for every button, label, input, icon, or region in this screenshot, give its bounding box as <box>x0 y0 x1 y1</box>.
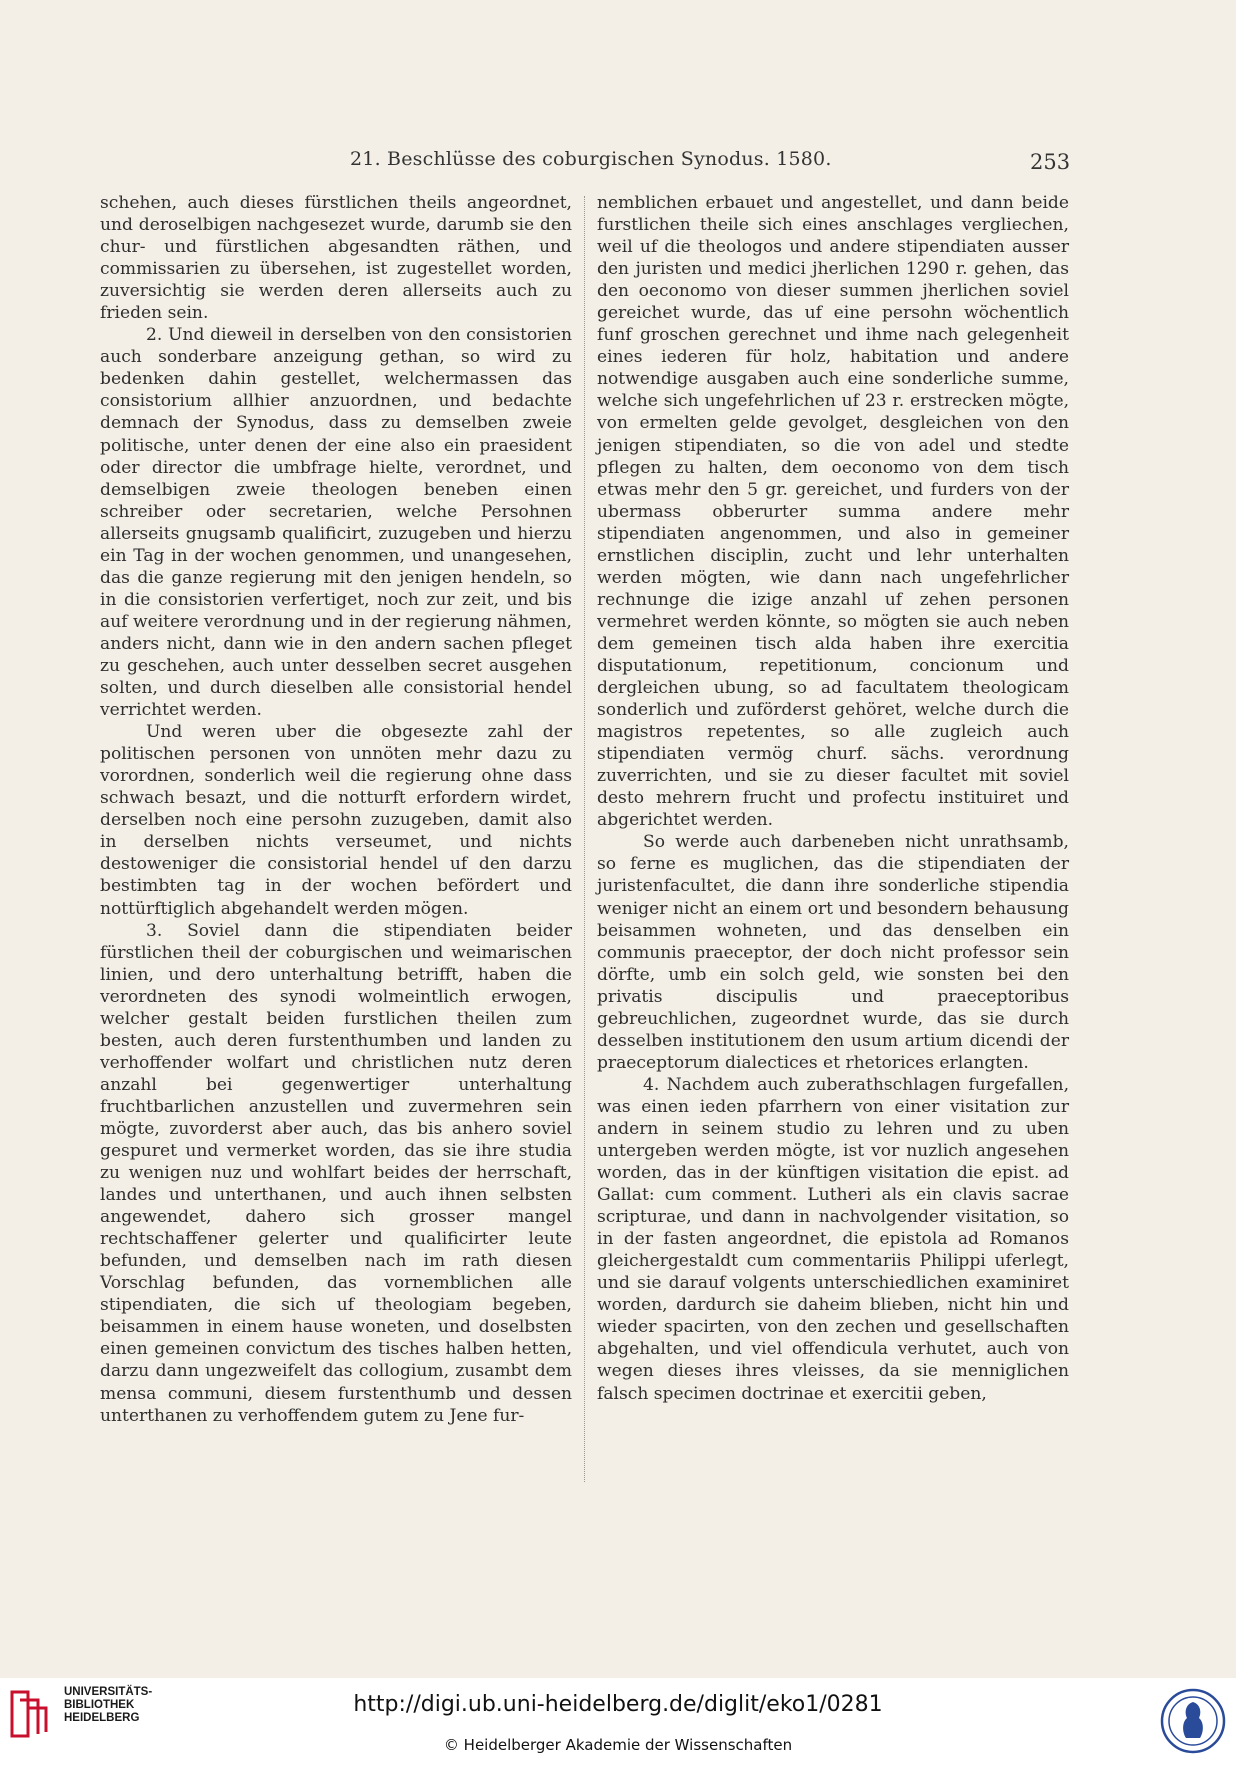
academy-seal-icon <box>1160 1688 1226 1754</box>
library-name: UNIVERSITÄTS- BIBLIOTHEK HEIDELBERG <box>64 1686 153 1724</box>
paragraph: 2. Und dieweil in derselben von den consistorien auch sonderbare anzeigung gethan, so wird zu bedenken dahin gestellet, welchermassen das consistorium allhier anzuordnen, und bedachte demnach der Synodus, dass zu demselben zweie politische, unter denen der eine also ein praesident oder director die umbfrage hielte, verordnet, und demselbigen zweie theologen beneben einen schreiber oder secretarien, welche Persohnen allerseits gnugsamb qualificirt, zuzugeben und hierzu ein Tag in der wochen genommen, und unangesehen, das die ganze regierung mit den jenigen hendeln, so in die consistorien verfertiget, noch zur zeit, und bis auf weitere verordnung und in der regierung nähmen, anders nicht, dann wie in den andern sachen pfleget zu geschehen, auch unter desselben secret ausgehen solten, und durch dieselben alle consistorial hendel verrichtet werden. <box>100 325 572 721</box>
right-text-column <box>597 192 1069 1405</box>
paragraph: So werde auch darbeneben nicht unrathsamb, so ferne es muglichen, das die stipendiaten der juristenfacultet, die dann ihre sonderliche stipendia weniger nicht an einem ort und besondern behausung beisammen wohneten, und das denselben ein communis praeceptor, der doch nicht professor sein dörfte, umb ein solch geld, wie sonsten bei den privatis discipulis und praeceptoribus gebreuchlichen, zugeordnet wurde, das sie durch desselben institutionem den usum artium dicendi der praeceptorum dialectices et rhetorices erlangten. <box>597 832 1069 1073</box>
running-header <box>0 148 1236 178</box>
paragraph: nemblichen erbauet und angestellet, und dann beide furstlichen theile sich eines anschlages vergliechen, weil uf die theologos und andere stipendiaten ausser den juristen und medici jherlichen 1290 r. gehen, das den oeconomo von dieser summen jherlichen soviel gereichet wurde, das uf eine persohn wöchentlich funf groschen gerechnet und ihme nach gelegenheit eines iederen für holz, habitation und andere notwendige ausgaben auch eine sonderliche summe, welche sich ungefehrlichen uf 23 r. erstrecken mögte, von ermelten gelde gevolget, desgleichen von den jenigen stipendiaten, so die von adel und stedte pflegen zu halten, dem oeconomo von dem tisch etwas mehr den 5 gr. gereichet, und furders von der ubermass obberurter summa andere mehr stipendiaten angenommen, und also in gemeiner ernstlichen disciplin, zucht und lehr unterhalten werden mögten, wie dann nach ungefehrlicher rechnunge die izige anzahl uf zehen personen vermehret werden könnte, so mögten sie auch neben dem gemeinen tisch alda haben ihre exercitia disputationum, repetitionum, concionum und dergleichen ubung, so ad facultatem theologicam sonderlich und zuförderst gehöret, welche durch die magistros repetentes, so alle zugleich auch stipendiaten vermög churf. sächs. verordnung zuverrichten, und sie zu dieser facultet mit soviel desto mehrern frucht und profectu instituiret und abgerichtet werden. <box>597 193 1069 831</box>
paragraph: 3. Soviel dann die stipendiaten beider fürstlichen theil der coburgischen und weimarischen linien, und dero unterhaltung betrifft, haben die verordneten des synodi wolmeintlich erwogen, welcher gestalt beiden furstlichen theilen zum besten, auch deren furstenthumben und landen zu verhoffender wolfart und christlichen nutz deren anzahl bei gegenwertiger unterhaltung fruchtbarlichen anzustellen und zuvermehren sein mögte, zuvorderst aber auch, das bis anhero soviel gespuret und vermerket worden, das sie ihre studia zu wenigen nuz und wohlfart beides der herrschaft, landes und unterthanen, und auch ihnen selbsten angewendet, dahero sich grosser mangel rechtschaffener gelerter und qualificirter leute befunden, und demselben nach im rath diesen Vorschlag befunden, das vornemblichen alle stipendiaten, die sich uf theologiam begeben, beisammen in einem hause woneten, und doselbsten einen gemeinen convictum des tisches halben hetten, darzu dann ungezweifelt das collogium, zusambt dem mensa communi, diesem furstenthumb und dessen unterthanen zu verhoffendem gutem zu Jene fur- <box>100 920 572 1426</box>
paragraph: 4. Nachdem auch zuberathschlagen furgefallen, was einen ieden pfarrhern von einer visitation zur andern in seinem studio zu lehren und zu uben untergeben werden mögte, ist vor nuzlich angesehen worden, das in der künftigen visitation die epist. ad Gallat: cum comment. Lutheri als ein clavis sacrae scripturae, und dann in nachvolgender visitation, so in der fasten angeordnet, die epistola ad Romanos gleichergestaldt cum commentariis Philippi uferlegt, und sie darauf volgents unterschiedlichen examiniret worden, dardurch sie daheim blieben, nicht hin und wieder spacirten, von den zechen und gesellschaften abgehalten, und viel offendicula verhutet, auch von wegen dieses ihres vleisses, da sie menniglichen falsch specimen doctrinae et exercitii geben, <box>597 1074 1069 1404</box>
paragraph: schehen, auch dieses fürstlichen theils angeordnet, und deroselbigen nachgesezet wurde, darumb sie den chur- und fürstlichen abgesandten räthen, und commissarien zu übersehen, ist zugestellet worden, zuversichtig sie werden deren allerseits auch zu frieden sein. <box>100 193 572 324</box>
left-text-column <box>100 192 572 1427</box>
paragraph: Und weren uber die obgesezte zahl der politischen personen von unnöten mehr dazu zu vorordnen, sonderlich weil die regierung ohne dass schwach besazt, und die notturft erfordern wirdet, derselben noch eine persohn zuzugeben, damit also in derselben nichts verseumet, und nichts destoweniger die consistorial hendel uf den darzu bestimbten tag in der wochen befördert und nottürftiglich abgehandelt werden mögen. <box>100 722 572 919</box>
page-number: 253 <box>1030 150 1071 174</box>
page-title: 21. Beschlüsse des coburgischen Synodus. 1580. <box>350 148 832 170</box>
column-divider <box>584 196 586 1482</box>
source-url-link[interactable]: http://digi.ub.uni-heidelberg.de/diglit/eko1/0281 <box>353 1692 883 1717</box>
copyright-notice: © Heidelberger Akademie der Wissenschaften <box>443 1736 793 1754</box>
